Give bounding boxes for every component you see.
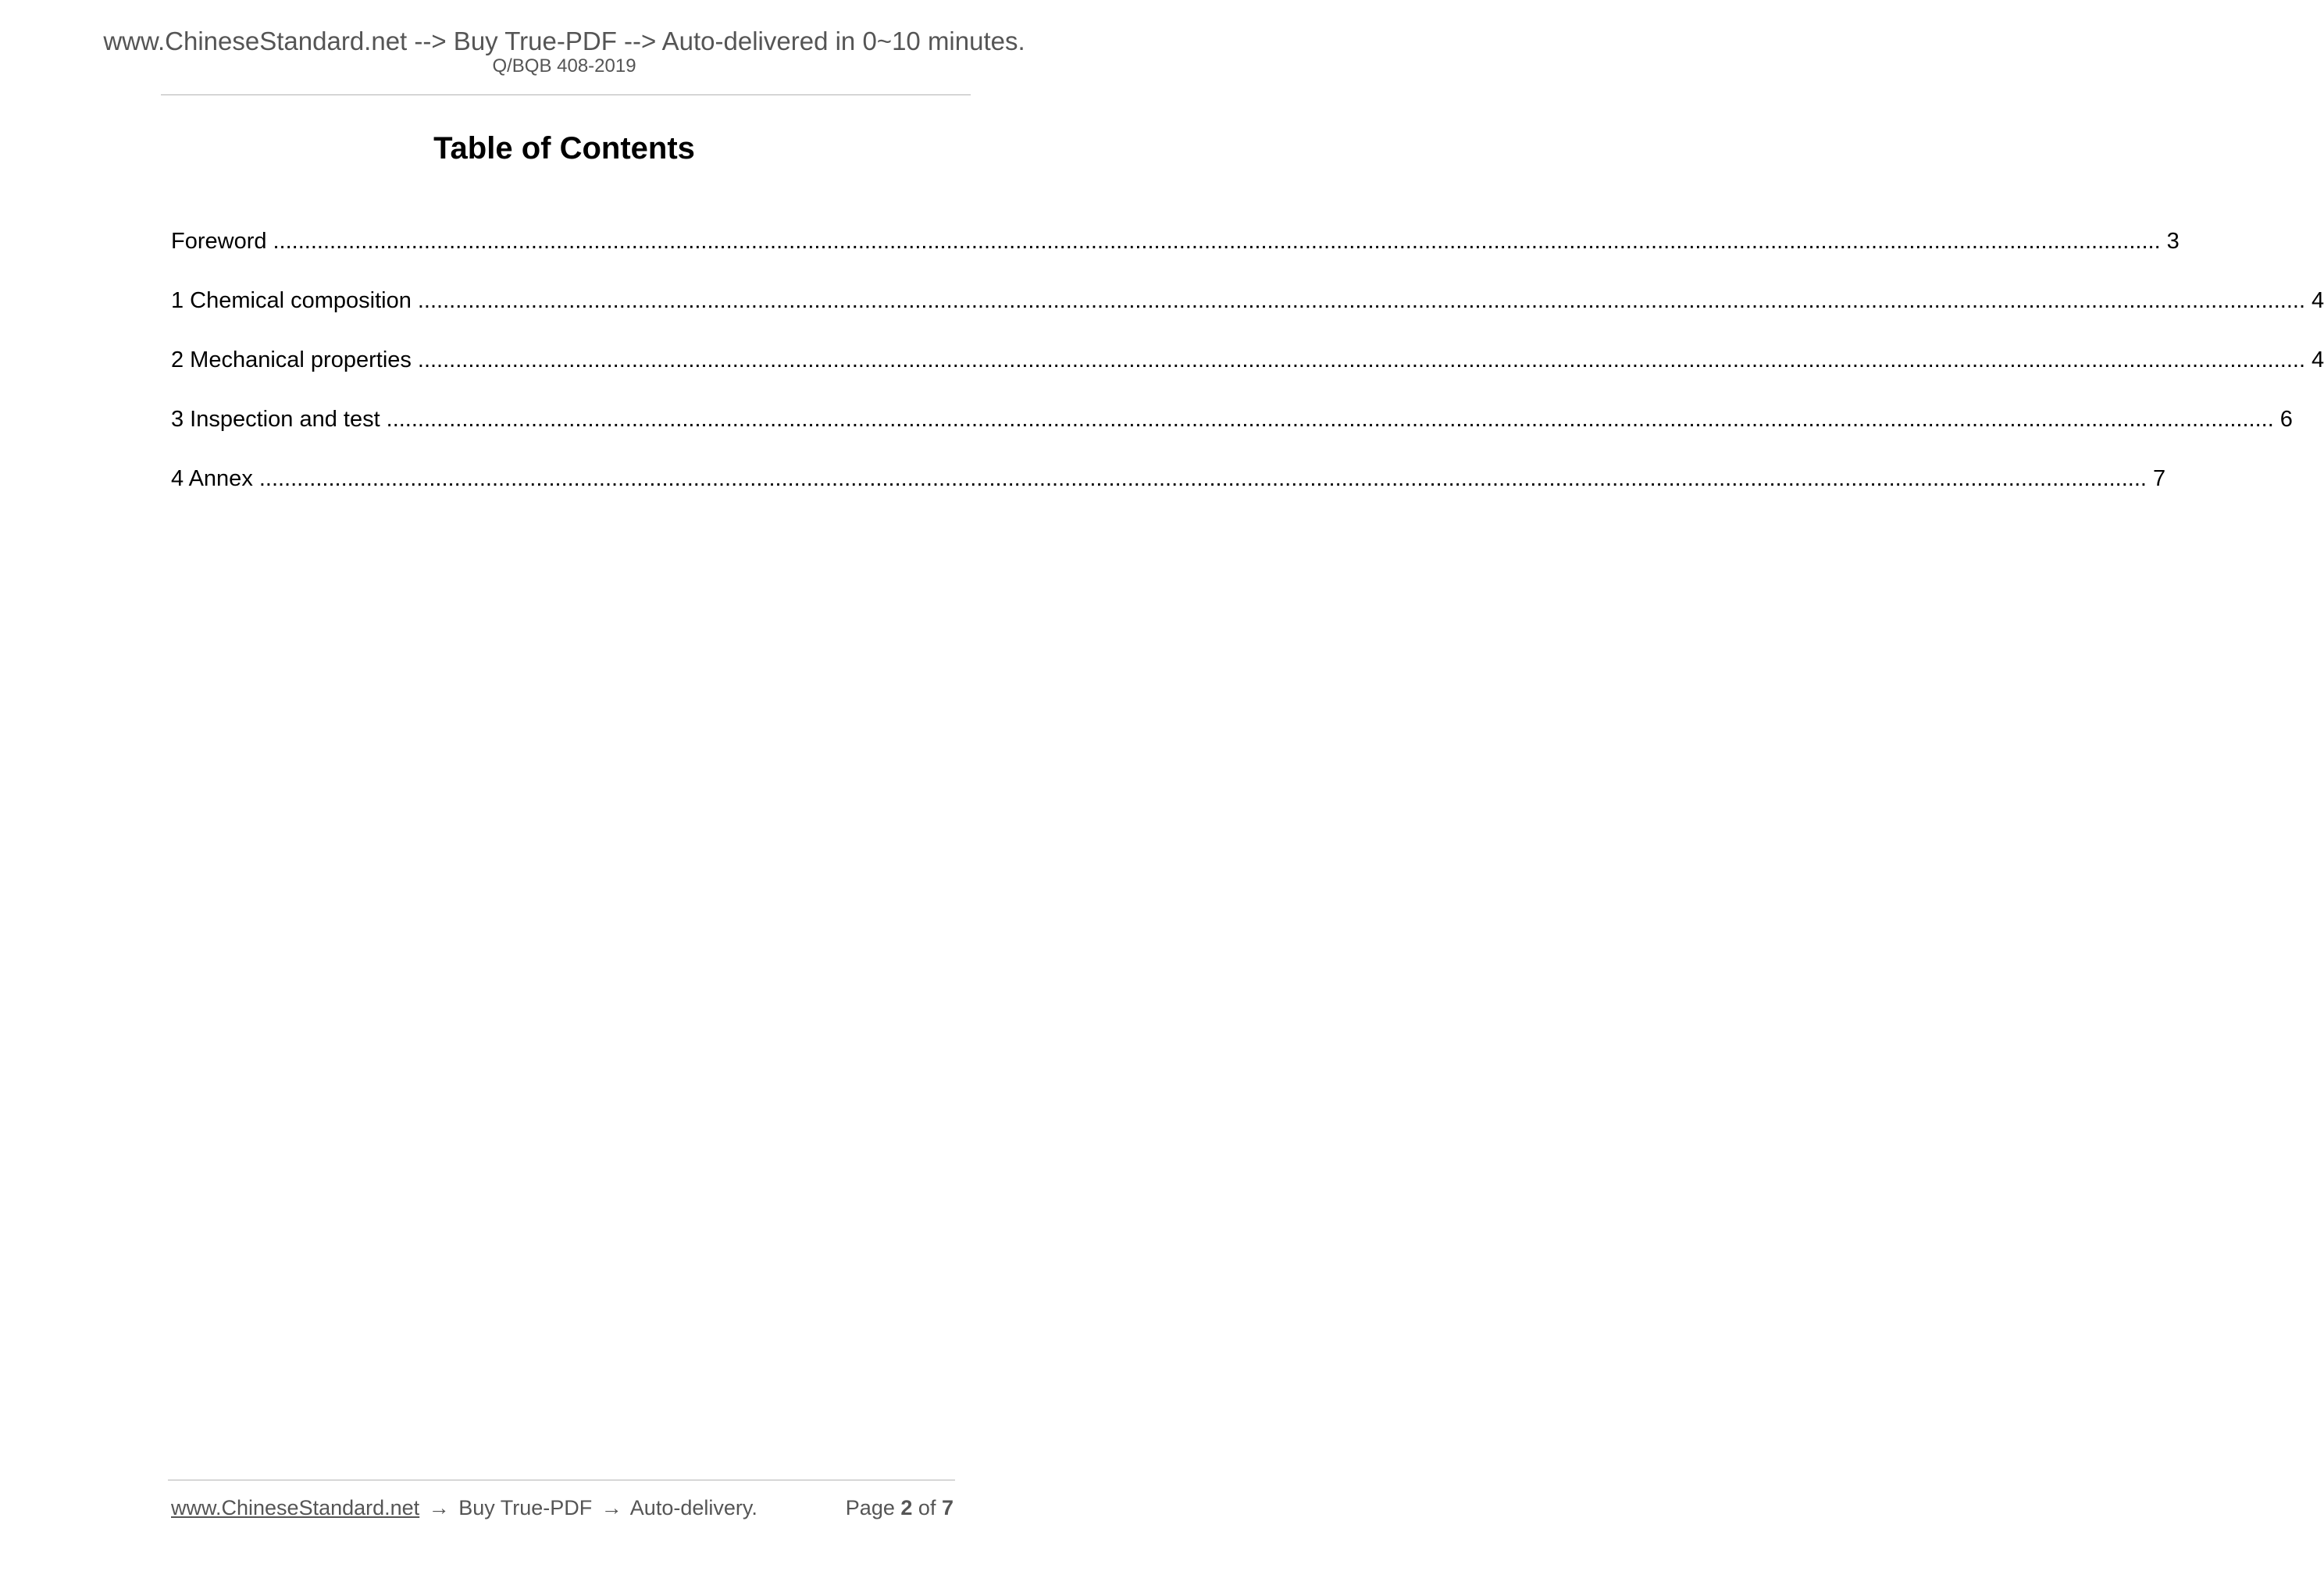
page-word: Page <box>845 1496 895 1519</box>
toc-dot-leader: ............................................................................................................................................................................................................................................................................................................ <box>417 347 2306 372</box>
toc-entry-label: Foreword <box>171 229 267 254</box>
toc-entry-label: 3 Inspection and test <box>171 407 380 432</box>
toc-entry-label: 4 Annex <box>171 466 253 491</box>
site-banner[interactable]: www.ChineseStandard.net --> Buy True-PDF --> Auto-delivered in 0~10 minutes. <box>103 27 1025 55</box>
toc-entry-page: 6 <box>2279 407 2293 432</box>
arrow-right-icon: → <box>601 1496 622 1519</box>
toc-entry-page: 4 <box>2312 347 2324 372</box>
total-pages-number: 7 <box>941 1496 953 1519</box>
toc-dot-leader: ............................................................................................................................................................................................................................................................................................................ <box>417 288 2305 313</box>
delivery-text: Auto-delivery. <box>629 1496 757 1519</box>
page-title: Table of Contents <box>433 131 695 166</box>
toc-entry-foreword[interactable] <box>171 226 2180 285</box>
toc-dot-leader: ............................................................................................................................................................................................................................................................................................................ <box>258 466 2147 491</box>
toc-dot-leader: ............................................................................................................................................................................................................................................................................................................ <box>273 229 2161 254</box>
toc-entry-inspection-and-test[interactable] <box>171 404 2293 463</box>
toc-entry-page: 7 <box>2152 466 2166 491</box>
document-code: Q/BQB 408-2019 <box>492 55 636 77</box>
table-of-contents <box>171 226 2324 522</box>
buy-text: Buy True-PDF <box>458 1496 593 1519</box>
toc-entry-mechanical-properties[interactable] <box>171 344 2324 404</box>
toc-entry-label: 2 Mechanical properties <box>171 347 412 372</box>
toc-entry-chemical-composition[interactable] <box>171 285 2324 344</box>
site-link[interactable]: www.ChineseStandard.net <box>171 1496 420 1519</box>
toc-entry-page: 3 <box>2166 229 2180 254</box>
toc-entry-label: 1 Chemical composition <box>171 288 412 313</box>
toc-entry-page: 4 <box>2312 288 2324 313</box>
of-word: of <box>918 1496 936 1519</box>
toc-entry-annex[interactable] <box>171 463 2166 522</box>
arrow-right-icon: → <box>428 1496 450 1519</box>
header-divider <box>161 94 971 95</box>
toc-dot-leader: ............................................................................................................................................................................................................................................................................................................ <box>386 407 2274 432</box>
current-page-number: 2 <box>900 1496 913 1519</box>
footer-promo <box>171 1498 757 1519</box>
page-indicator <box>846 1498 953 1519</box>
